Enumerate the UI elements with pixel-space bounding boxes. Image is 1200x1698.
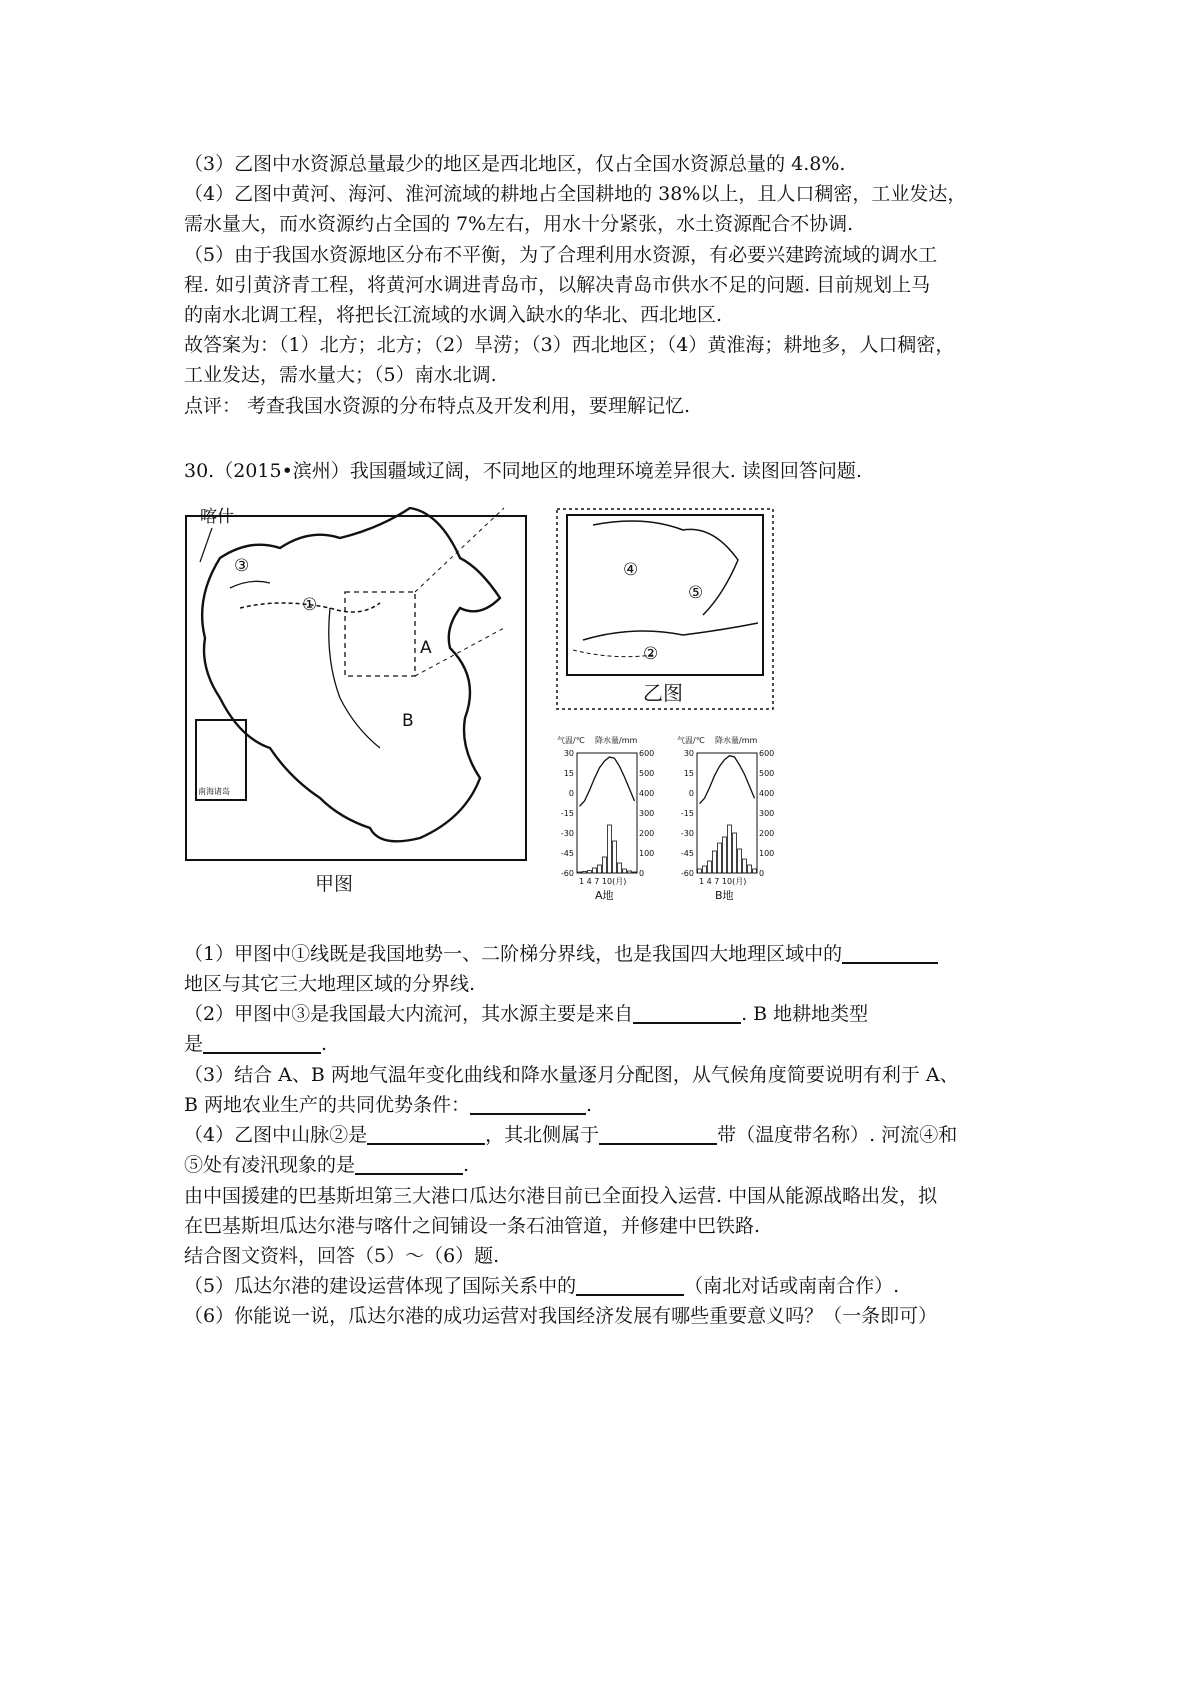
temp-tick: -45 (680, 849, 694, 858)
temp-tick: -15 (680, 809, 694, 818)
question-30-title: 30.（2015•滨州）我国疆域辽阔，不同地区的地理环境差异很大. 读图回答问题. (184, 460, 862, 482)
precip-tick: 200 (639, 829, 655, 838)
map-jia-caption: 甲图 (315, 873, 354, 894)
map-yi-outer-frame (557, 509, 773, 709)
question-6-line: （6）你能说一说，瓜达尔港的成功运营对我国经济发展有哪些重要意义吗？（一条即可） (184, 1305, 938, 1327)
temp-tick: -30 (680, 829, 694, 838)
temp-tick: 0 (688, 789, 694, 798)
chart-frame (697, 753, 757, 873)
temp-tick: 30 (563, 749, 574, 758)
precip-tick: 0 (639, 869, 645, 878)
answer-line2: 工业发达，需水量大；（5）南水北调. (184, 364, 497, 386)
precip-bar (588, 871, 592, 873)
precip-bar (628, 871, 632, 873)
question-2-text-d: . (321, 1033, 328, 1055)
precip-tick: 600 (639, 749, 655, 758)
precip-tick: 300 (759, 809, 775, 818)
precip-bar (703, 866, 707, 873)
question-5-text: （5）瓜达尔港的建设运营体现了国际关系中的 (184, 1275, 577, 1297)
precip-bar (598, 865, 602, 873)
label-5: ⑤ (688, 583, 704, 603)
precip-tick: 600 (759, 749, 775, 758)
explanation-5-line3: 的南水北调工程，将把长江流域的水调入缺水的华北、西北地区. (184, 304, 723, 326)
temp-tick: -30 (560, 829, 574, 838)
month-ticks: 1 4 7 10(月) (699, 877, 747, 886)
precip-bar (728, 825, 732, 873)
precip-tick: 200 (759, 829, 775, 838)
climate-charts (553, 733, 793, 915)
temp-tick: -60 (560, 869, 574, 878)
question-4-text: （4）乙图中山脉②是 (184, 1124, 368, 1146)
label-4: ④ (623, 560, 639, 580)
precip-bar (738, 849, 742, 873)
river-lower (583, 623, 758, 640)
chart-caption: B地 (715, 889, 734, 902)
boundary-line (573, 650, 653, 657)
question-1-line2: 地区与其它三大地理区域的分界线. (184, 973, 476, 995)
question-2-text-c: 是 (184, 1033, 204, 1055)
precip-bar (753, 869, 757, 873)
answer-blank-8[interactable] (576, 1274, 684, 1296)
text-gwadar-line2: 在巴基斯坦瓜达尔港与喀什之间铺设一条石油管道，并修建中巴铁路. (184, 1215, 761, 1237)
month-ticks: 1 4 7 10(月) (579, 877, 627, 886)
precip-bar (613, 841, 617, 873)
precip-bar (713, 851, 717, 873)
comment-line: 点评： 考查我国水资源的分布特点及开发利用，要理解记忆. (184, 395, 691, 417)
precip-bar (748, 865, 752, 873)
precip-tick: 0 (759, 869, 765, 878)
question-4-text-e: . (463, 1154, 470, 1176)
question-5-text-b: （南北对话或南南合作）. (684, 1275, 900, 1297)
label-3: ③ (234, 556, 250, 576)
answer-blank-5[interactable] (367, 1123, 485, 1145)
answer-blank-2[interactable] (633, 1002, 741, 1024)
temp-line (700, 756, 755, 804)
precip-bar (608, 825, 612, 873)
precip-bar (623, 869, 627, 873)
precip-bar (618, 863, 622, 873)
precip-bar (733, 833, 737, 873)
answer-blank-6[interactable] (599, 1123, 717, 1145)
question-4-line2 (184, 1151, 469, 1179)
temp-line (580, 757, 635, 806)
precip-tick: 300 (639, 809, 655, 818)
map-yi-frame (567, 515, 763, 675)
label-B: B (402, 711, 414, 731)
question-2-text-b: . B 地耕地类型 (741, 1003, 869, 1025)
answer-blank-4[interactable] (470, 1093, 586, 1115)
question-4-text-b: ，其北侧属于 (485, 1124, 600, 1146)
question-3-text: B 两地农业生产的共同优势条件： (184, 1094, 471, 1116)
inset-label: 南海诸岛 (198, 787, 230, 796)
explanation-5-line2: 程. 如引黄济青工程，将黄河水调进青岛市，以解决青岛市供水不足的问题. 目前规划上马 (184, 274, 931, 296)
map-yi-caption: 乙图 (643, 681, 683, 705)
label-kashgar: 喀什 (200, 507, 234, 527)
precip-tick: 500 (759, 769, 775, 778)
text-instruction: 结合图文资料，回答（5）～（6）题. (184, 1245, 500, 1267)
precip-tick: 400 (759, 789, 775, 798)
question-3-line2 (184, 1091, 592, 1119)
precip-axis-label: 降水量/mm (715, 736, 758, 745)
chart-caption: A地 (595, 889, 614, 902)
answer-blank-1[interactable] (842, 942, 938, 964)
river-line (329, 608, 380, 748)
question-2-text: （2）甲图中③是我国最大内流河，其水源主要是来自 (184, 1003, 634, 1025)
explanation-4-line1: （4）乙图中黄河、海河、淮河流域的耕地占全国耕地的 38%以上，且人口稠密，工业发达， (184, 183, 967, 205)
leader-kashgar (200, 528, 212, 562)
label-A: A (420, 638, 432, 658)
temp-tick: -45 (560, 849, 574, 858)
temp-tick: 30 (683, 749, 694, 758)
precip-bar (583, 871, 587, 873)
label-2: ② (643, 644, 659, 664)
label-1: ① (302, 595, 318, 615)
precip-bar (603, 857, 607, 873)
temp-axis-label: 气温/℃ (557, 736, 585, 745)
leader-line-top (415, 508, 504, 592)
precip-bar (698, 869, 702, 873)
temp-tick: 0 (568, 789, 574, 798)
precip-tick: 100 (639, 849, 655, 858)
temp-tick: -60 (680, 869, 694, 878)
question-3-line1: （3）结合 A、B 两地气温年变化曲线和降水量逐月分配图，从气候角度简要说明有利于 A、 (184, 1064, 959, 1086)
chart-frame (577, 753, 637, 873)
question-1-text: （1）甲图中①线既是我国地势一、二阶梯分界线，也是我国四大地理区域中的 (184, 943, 843, 965)
precip-bar (718, 843, 722, 873)
temp-axis-label: 气温/℃ (677, 736, 705, 745)
question-5-line (184, 1272, 899, 1300)
answer-blank-7[interactable] (355, 1153, 463, 1175)
precip-axis-label: 降水量/mm (595, 736, 638, 745)
answer-line1: 故答案为：（1）北方；北方；（2）旱涝；（3）西北地区；（4）黄淮海；耕地多，人口稠密， (184, 334, 955, 356)
question-4-text-d: ⑤处有凌汛现象的是 (184, 1154, 356, 1176)
text-gwadar-line1: 由中国援建的巴基斯坦第三大港口瓜达尔港目前已全面投入运营. 中国从能源战略出发，拟 (184, 1185, 938, 1207)
question-4-line1 (184, 1121, 957, 1149)
question-1-line1 (184, 940, 938, 968)
temp-tick: -15 (560, 809, 574, 818)
precip-bar (743, 859, 747, 873)
map-jia (180, 498, 542, 894)
river-3 (230, 581, 270, 588)
precip-bar (723, 837, 727, 873)
explanation-5-line1: （5）由于我国水资源地区分布不平衡，为了合理利用水资源，有必要兴建跨流域的调水工 (184, 244, 938, 266)
explanation-4-line2: 需水量大，而水资源约占全国的 7%左右，用水十分紧张，水土资源配合不协调. (184, 213, 854, 235)
answer-blank-3[interactable] (203, 1032, 321, 1054)
precip-tick: 500 (639, 769, 655, 778)
question-3-text-b: . (586, 1094, 593, 1116)
question-2-line2 (184, 1030, 327, 1058)
precip-tick: 100 (759, 849, 775, 858)
selection-box (345, 592, 415, 676)
precip-bar (593, 868, 597, 873)
precip-bar (708, 861, 712, 873)
temp-tick: 15 (563, 769, 574, 778)
temp-tick: 15 (683, 769, 694, 778)
river-yellow (593, 521, 738, 615)
precip-tick: 400 (639, 789, 655, 798)
question-2-line1 (184, 1000, 868, 1028)
map-yi (553, 505, 783, 745)
explanation-3: （3）乙图中水资源总量最少的地区是西北地区，仅占全国水资源总量的 4.8%. (184, 153, 846, 175)
question-4-text-c: 带（温度带名称）. 河流④和 (717, 1124, 958, 1146)
